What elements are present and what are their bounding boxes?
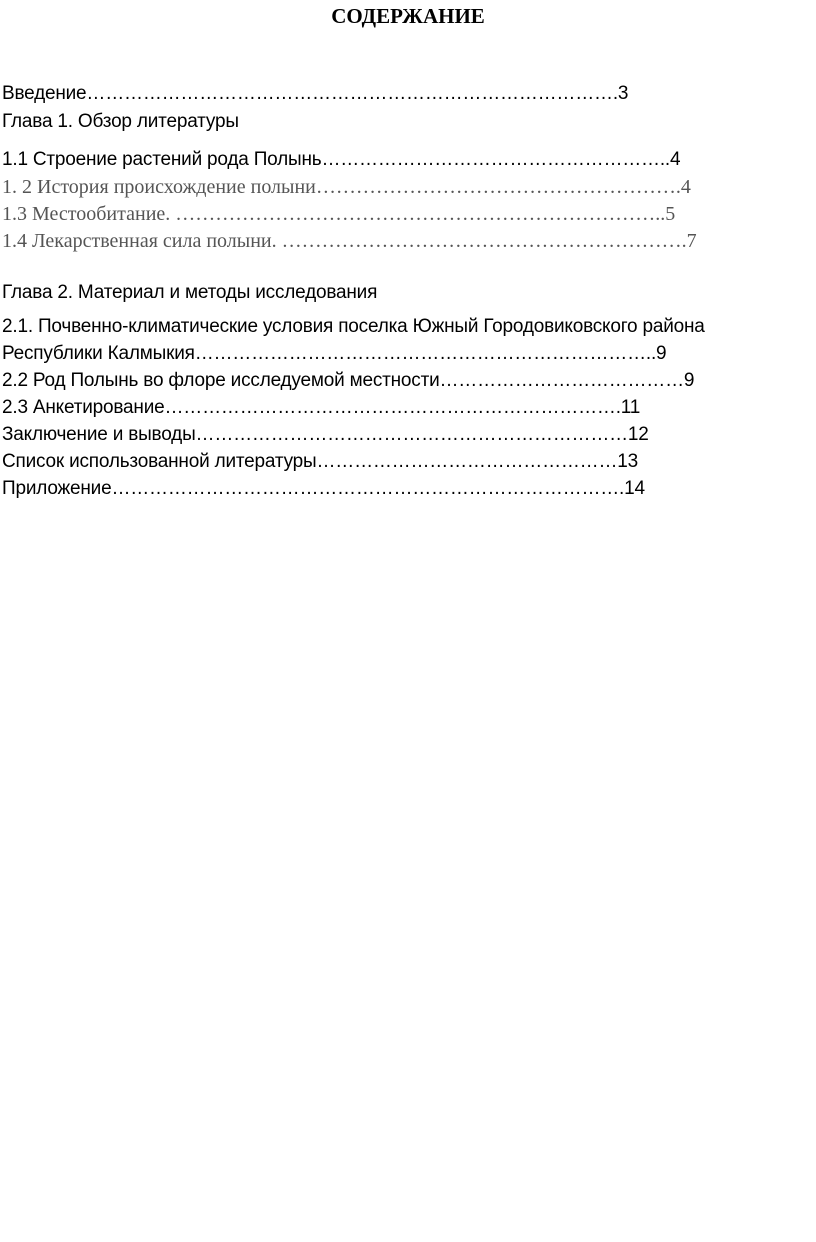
toc-item-appendix: Приложение……………………………………………………………………….14 [2,478,645,499]
page-title: СОДЕРЖАНИЕ [331,4,485,28]
toc-item-1-2: 1. 2 История происхождение полыни……………………………………………….4 [2,176,691,198]
toc-chapter-1-heading: Глава 1. Обзор литературы [2,111,239,132]
toc-item-2-2: 2.2 Род Полынь во флоре исследуемой местности…………………………………9 [2,370,695,391]
toc-item-1-1: 1.1 Строение растений рода Полынь………………………………………………..4 [2,149,681,170]
toc-item-2-1-line-1: 2.1. Почвенно-климатические условия поселка Южный Городовиковского района [2,316,705,337]
toc-item-introduction: Введение………………………………………………………………………….3 [2,83,629,104]
toc-item-references: Список использованной литературы…………………………………………13 [2,451,639,472]
toc-item-1-4: 1.4 Лекарственная сила полыни. …………………………………………………….7 [2,230,697,252]
toc-chapter-2-heading: Глава 2. Материал и методы исследования [2,282,378,303]
toc-item-2-3: 2.3 Анкетирование……………………………………………………………….11 [2,397,641,418]
toc-item-2-1-line-2: Республики Калмыкия………………………………………………………………..9 [2,343,667,364]
toc-item-conclusion: Заключение и выводы……………………………………………………………12 [2,424,649,445]
toc-item-1-3: 1.3 Местообитание. ………………………………………………………………..5 [2,203,676,225]
